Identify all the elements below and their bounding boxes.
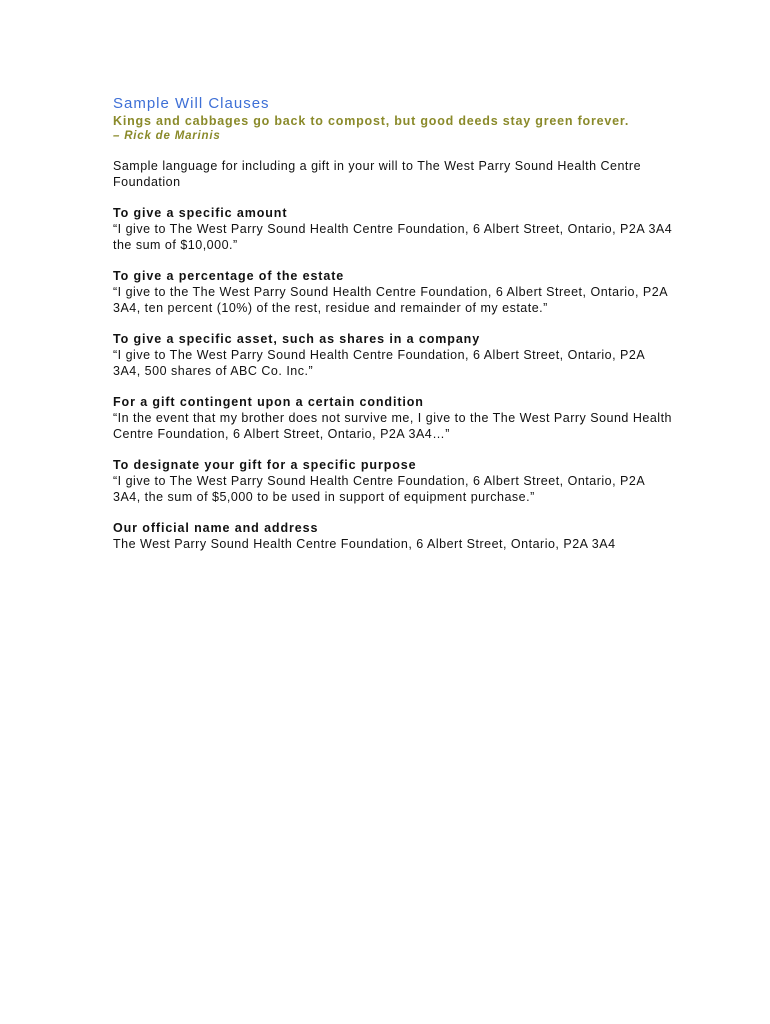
section-text: “I give to The West Parry Sound Health Centre Foundation, 6 Albert Street, Ontario, P2A 3A4 the sum of $10,000.” xyxy=(113,222,673,252)
section-heading: To designate your gift for a specific purpose xyxy=(113,458,417,472)
section-specific-asset xyxy=(113,331,673,379)
section-official-name xyxy=(113,520,673,552)
document-content xyxy=(113,94,673,552)
section-text: “In the event that my brother does not survive me, I give to the The West Parry Sound Health Centre Foundation, 6 Albert Street, Ontario, P2A 3A4…” xyxy=(113,411,672,441)
intro-paragraph: Sample language for including a gift in your will to The West Parry Sound Health Centre Foundation xyxy=(113,159,642,189)
section-heading: For a gift contingent upon a certain condition xyxy=(113,395,424,409)
section-specific-amount xyxy=(113,205,673,253)
section-heading: To give a percentage of the estate xyxy=(113,269,345,283)
page-title: Sample Will Clauses xyxy=(113,95,270,112)
section-heading: To give a specific amount xyxy=(113,206,288,220)
section-text: The West Parry Sound Health Centre Foundation, 6 Albert Street, Ontario, P2A 3A4 xyxy=(113,537,616,551)
section-text: “I give to the The West Parry Sound Health Centre Foundation, 6 Albert Street, Ontario, P2A 3A4, ten percent (10%) of the rest, residue and remainder of my estate.” xyxy=(113,285,668,315)
section-heading: Our official name and address xyxy=(113,521,319,535)
section-text: “I give to The West Parry Sound Health Centre Foundation, 6 Albert Street, Ontario, P2A 3A4, 500 shares of ABC Co. Inc.” xyxy=(113,348,645,378)
section-contingent-gift xyxy=(113,394,673,442)
epigraph-author: – Rick de Marinis xyxy=(113,130,221,142)
section-designate-purpose xyxy=(113,457,673,505)
epigraph-quote: Kings and cabbages go back to compost, but good deeds stay green forever. xyxy=(113,114,630,128)
section-heading: To give a specific asset, such as shares in a company xyxy=(113,332,481,346)
section-percentage-estate xyxy=(113,268,673,316)
section-text: “I give to The West Parry Sound Health Centre Foundation, 6 Albert Street, Ontario, P2A 3A4, the sum of $5,000 to be used in support of equipment purchase.” xyxy=(113,474,645,504)
